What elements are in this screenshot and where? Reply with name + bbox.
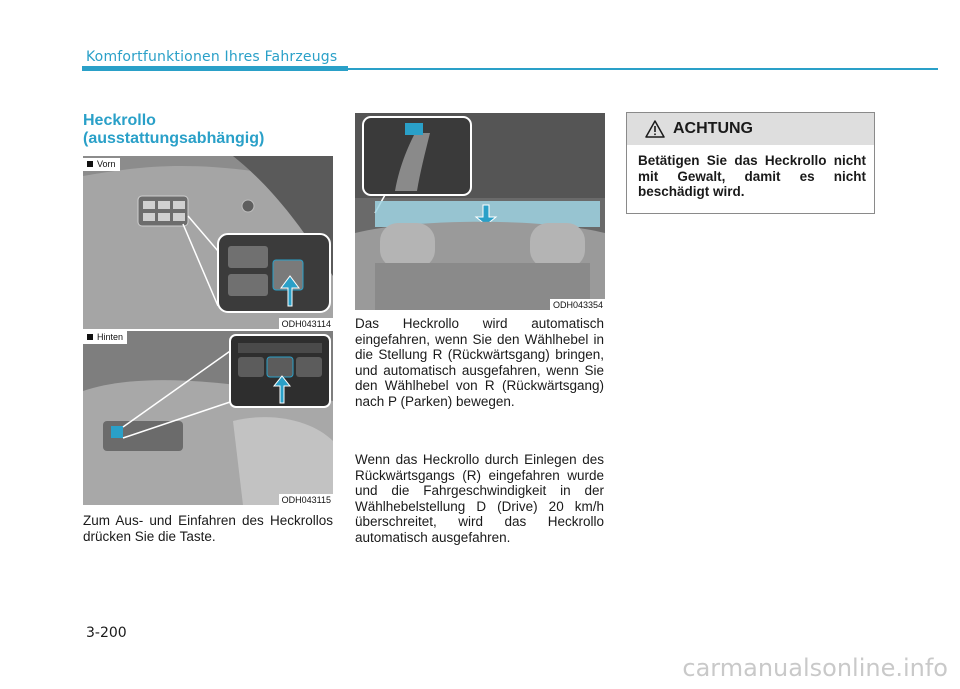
front-door-illustration xyxy=(83,156,333,329)
column2-paragraph-1: Das Heckrollo wird automatisch eingefahren, wenn Sie den Wählhebel in die Stellung R (Rückwärtsgang) bringen, und automatisch ausgefahren, wenn Sie den Wählhebel von R (Rückwärtsgang) nach P (Parken) bewegen. xyxy=(355,316,604,409)
rear-shade-illustration xyxy=(355,113,605,310)
caution-title: ACHTUNG xyxy=(673,120,753,137)
heading-line-1: Heckrollo xyxy=(83,112,156,129)
watermark: carmanualsonline.info xyxy=(682,654,948,682)
rear-console-illustration xyxy=(83,331,333,505)
figure-front-switch xyxy=(83,156,333,329)
figure-code-shade: ODH043354 xyxy=(550,299,605,310)
figure-tag-front-label: Vorn xyxy=(97,159,116,169)
page-heading xyxy=(83,112,343,148)
figure-tag-rear-label: Hinten xyxy=(97,332,124,342)
figure-code-rear: ODH043115 xyxy=(279,494,333,505)
caution-box xyxy=(626,112,875,214)
header-rule-thin xyxy=(348,68,938,70)
figure-rear-shade xyxy=(355,113,605,310)
header-rule-thick xyxy=(82,66,348,71)
figure-code-front: ODH043114 xyxy=(279,318,333,329)
figure-tag-front xyxy=(83,158,120,171)
column2-paragraph-2: Wenn das Heckrollo durch Einlegen des Rückwärtsgangs (R) eingefahren wurde und die Fahrgeschwindigkeit in der Wählhebelstellung D (Drive) 20 km/h überschreitet, wird das Heckrollo automatisch ausgefahren. xyxy=(355,452,604,545)
column1-text: Zum Aus- und Einfahren des Heckrollos drücken Sie die Taste. xyxy=(83,513,333,544)
section-title: Komfortfunktionen Ihres Fahrzeugs xyxy=(86,49,338,65)
caution-text: Betätigen Sie das Heckrollo nicht mit Gewalt, damit es nicht beschädigt wird. xyxy=(638,153,866,199)
heading-line-2: (ausstattungsabhängig) xyxy=(83,130,265,147)
figure-tag-rear xyxy=(83,331,127,344)
page-number: 3-200 xyxy=(86,625,127,641)
warning-triangle-icon xyxy=(645,120,665,138)
caution-header xyxy=(627,113,874,145)
figure-rear-switch xyxy=(83,331,333,505)
